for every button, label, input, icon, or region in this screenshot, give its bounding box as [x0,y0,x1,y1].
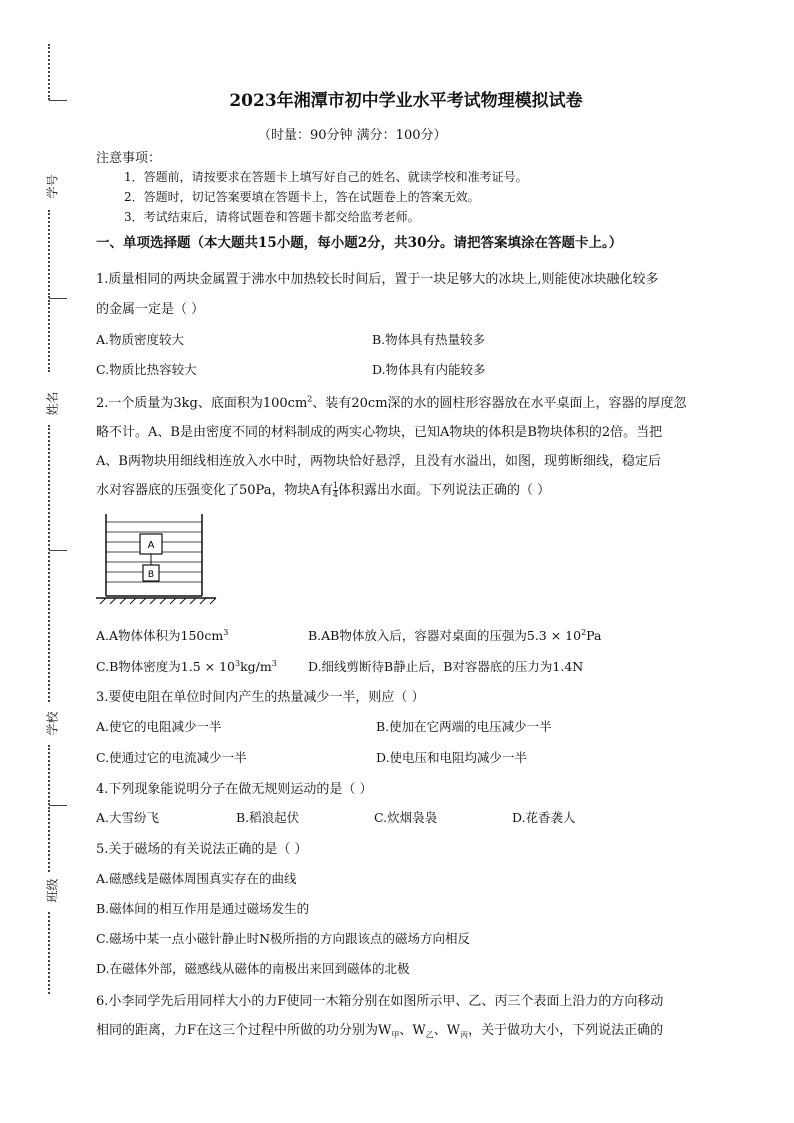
dotted-line-7 [48,807,50,872]
q3-option-d: D.使电压和电阻均减少一半 [376,750,528,765]
dotted-line-5 [48,552,50,702]
margin-label-school: 学校 [45,711,60,736]
dotted-line-2 [48,210,50,298]
question-2-line-3: A、B两物块用细线相连放入水中时，两物块恰好悬浮，且没有水溢出，如图，现剪断细线，稳定后 [96,454,661,469]
q2-line4-part-a: 水对容器底的压强变化了50Pa，物块A有 [96,483,333,498]
question-6-line-2 [96,1019,663,1041]
note-item-2: 2．答题时，切记答案要填在答题卡上，答在试题卷上的答案无效。 [124,190,480,204]
q4-option-c: C.炊烟袅袅 [374,810,438,825]
q2-line4-part-b: 体积露出水面。下列说法正确的（ ） [337,483,551,498]
q4-option-d: D.花香袭人 [512,810,576,825]
question-2-line-2: 略不计。A、B是由密度不同的材料制成的两实心物块，已知A物块的体积是B物块体积的2倍。当把 [96,425,663,440]
q2-line1-part-b: 、装有20cm深的水的圆柱形容器放在水平桌面上，容器的厚度忽 [312,396,687,411]
q6-line2-part-b: ，关于做功大小，下列说法正确的 [468,1023,664,1038]
q6-sub-jia: 甲 [391,1030,400,1040]
question-5-line-1: 5.关于磁场的有关说法正确的是（ ） [96,842,308,857]
margin-label-class: 班级 [45,878,60,903]
dotted-line-3 [48,300,50,372]
dotted-line-1 [48,44,50,100]
q2-line1-part-a: 2.一个质量为3kg、底面积为100cm [96,396,308,411]
question-6-line-1: 6.小李同学先后用同样大小的力F使同一木箱分别在如图所示甲、乙、丙三个表面上沿力的方向移动 [96,994,664,1009]
q6-sep-2: 、W [433,1023,461,1038]
q2-option-b-end: Pa [586,628,602,643]
block-b-label: B [147,570,155,580]
q1-option-d: D.物体具有内能较多 [372,362,486,377]
fraction-numerator: 1 [332,481,338,490]
q6-sub-yi: 乙 [425,1030,434,1040]
container-diagram [96,512,218,606]
ground-hatching [100,598,216,604]
question-3-line-1: 3.要使电阻在单位时间内产生的热量减少一半，则应（ ） [96,690,425,705]
q3-option-b: B.使加在它两端的电压减少一半 [376,719,552,734]
fraction-denominator: 4 [332,490,338,499]
margin-label-name: 姓名 [45,391,60,416]
tick-2 [49,298,67,299]
q2-option-c-text: C.B物体密度为1.5 × 10 [96,659,235,674]
tick-1 [49,100,67,101]
q5-option-c: C.磁场中某一点小磁针静止时N极所指的方向跟该点的磁场方向相反 [96,931,471,946]
q2-option-c-sup2: 3 [271,658,277,668]
q5-option-d: D.在磁体外部，磁感线从磁体的南极出来回到磁体的北极 [96,961,410,976]
q1-option-a: A.物质密度较大 [96,332,185,347]
q5-option-b: B.磁体间的相互作用是通过磁场发生的 [96,901,310,916]
q2-sup: 2 [307,394,313,404]
question-1-line-2: 的金属一定是（ ） [96,302,205,317]
dotted-line-4 [48,425,50,550]
q3-option-c: C.使通过它的电流减少一半 [96,750,247,765]
q2-option-c-sup: 3 [234,658,241,668]
q4-option-b: B.稻浪起伏 [236,810,300,825]
section-title: 一、单项选择题（本大题共15小题，每小题2分，共30分。请把答案填涂在答题卡上。） [96,235,623,251]
q3-option-a: A.使它的电阻减少一半 [96,719,222,734]
binding-margin [0,0,80,1123]
question-4-line-1: 4.下列现象能说明分子在做无规则运动的是（ ） [96,782,373,797]
q2-option-a [96,626,228,644]
dotted-line-8 [48,912,50,994]
tick-4 [49,805,67,806]
q2-option-c [96,657,277,675]
q2-option-b-sup: 2 [581,627,587,637]
tick-3 [49,550,67,551]
note-item-1: 1．答题前，请按要求在答题卡上填写好自己的姓名、就读学校和准考证号。 [124,170,528,184]
q1-option-c: C.物质比热容较大 [96,362,197,377]
q2-option-d: D.细线剪断待B静止后，B对容器底的压力为1.4N [308,659,584,674]
question-2-line-1 [96,392,687,411]
notes-title: 注意事项： [96,151,162,166]
question-2-line-4 [96,479,550,499]
question-1-line-1: 1.质量相同的两块金属置于沸水中加热较长时间后，置于一块足够大的冰块上,则能使冰块融化较多 [96,272,659,287]
q5-option-a: A.磁感线是磁体周围真实存在的曲线 [96,871,297,886]
note-item-3: 3．考试结束后，请将试题卷和答题卡都交给监考老师。 [124,210,420,224]
q2-option-a-text: A.A物体体积为150cm [96,628,224,643]
q4-option-a: A.大雪纷飞 [96,810,160,825]
exam-time-score: （时量：90分钟 满分：100分） [258,128,447,143]
page-title: 2023年湘潭市初中学业水平考试物理模拟试卷 [229,91,583,111]
q2-option-a-sup: 3 [223,627,229,637]
margin-label-student-id: 学号 [45,174,60,199]
q2-option-b [308,626,601,644]
q2-option-c-end: kg/m [240,659,272,674]
dotted-line-6 [48,745,50,805]
q6-sub-bing: 丙 [460,1030,469,1040]
q6-line2-part-a: 相同的距离，力F在这三个过程中所做的功分别为W [96,1023,392,1038]
q1-option-b: B.物体具有热量较多 [372,332,486,347]
block-a-label: A [147,540,155,551]
q6-sep-1: 、W [399,1023,426,1038]
q2-option-b-text: B.AB物体放入后，容器对桌面的压强为5.3 × 10 [308,628,582,643]
